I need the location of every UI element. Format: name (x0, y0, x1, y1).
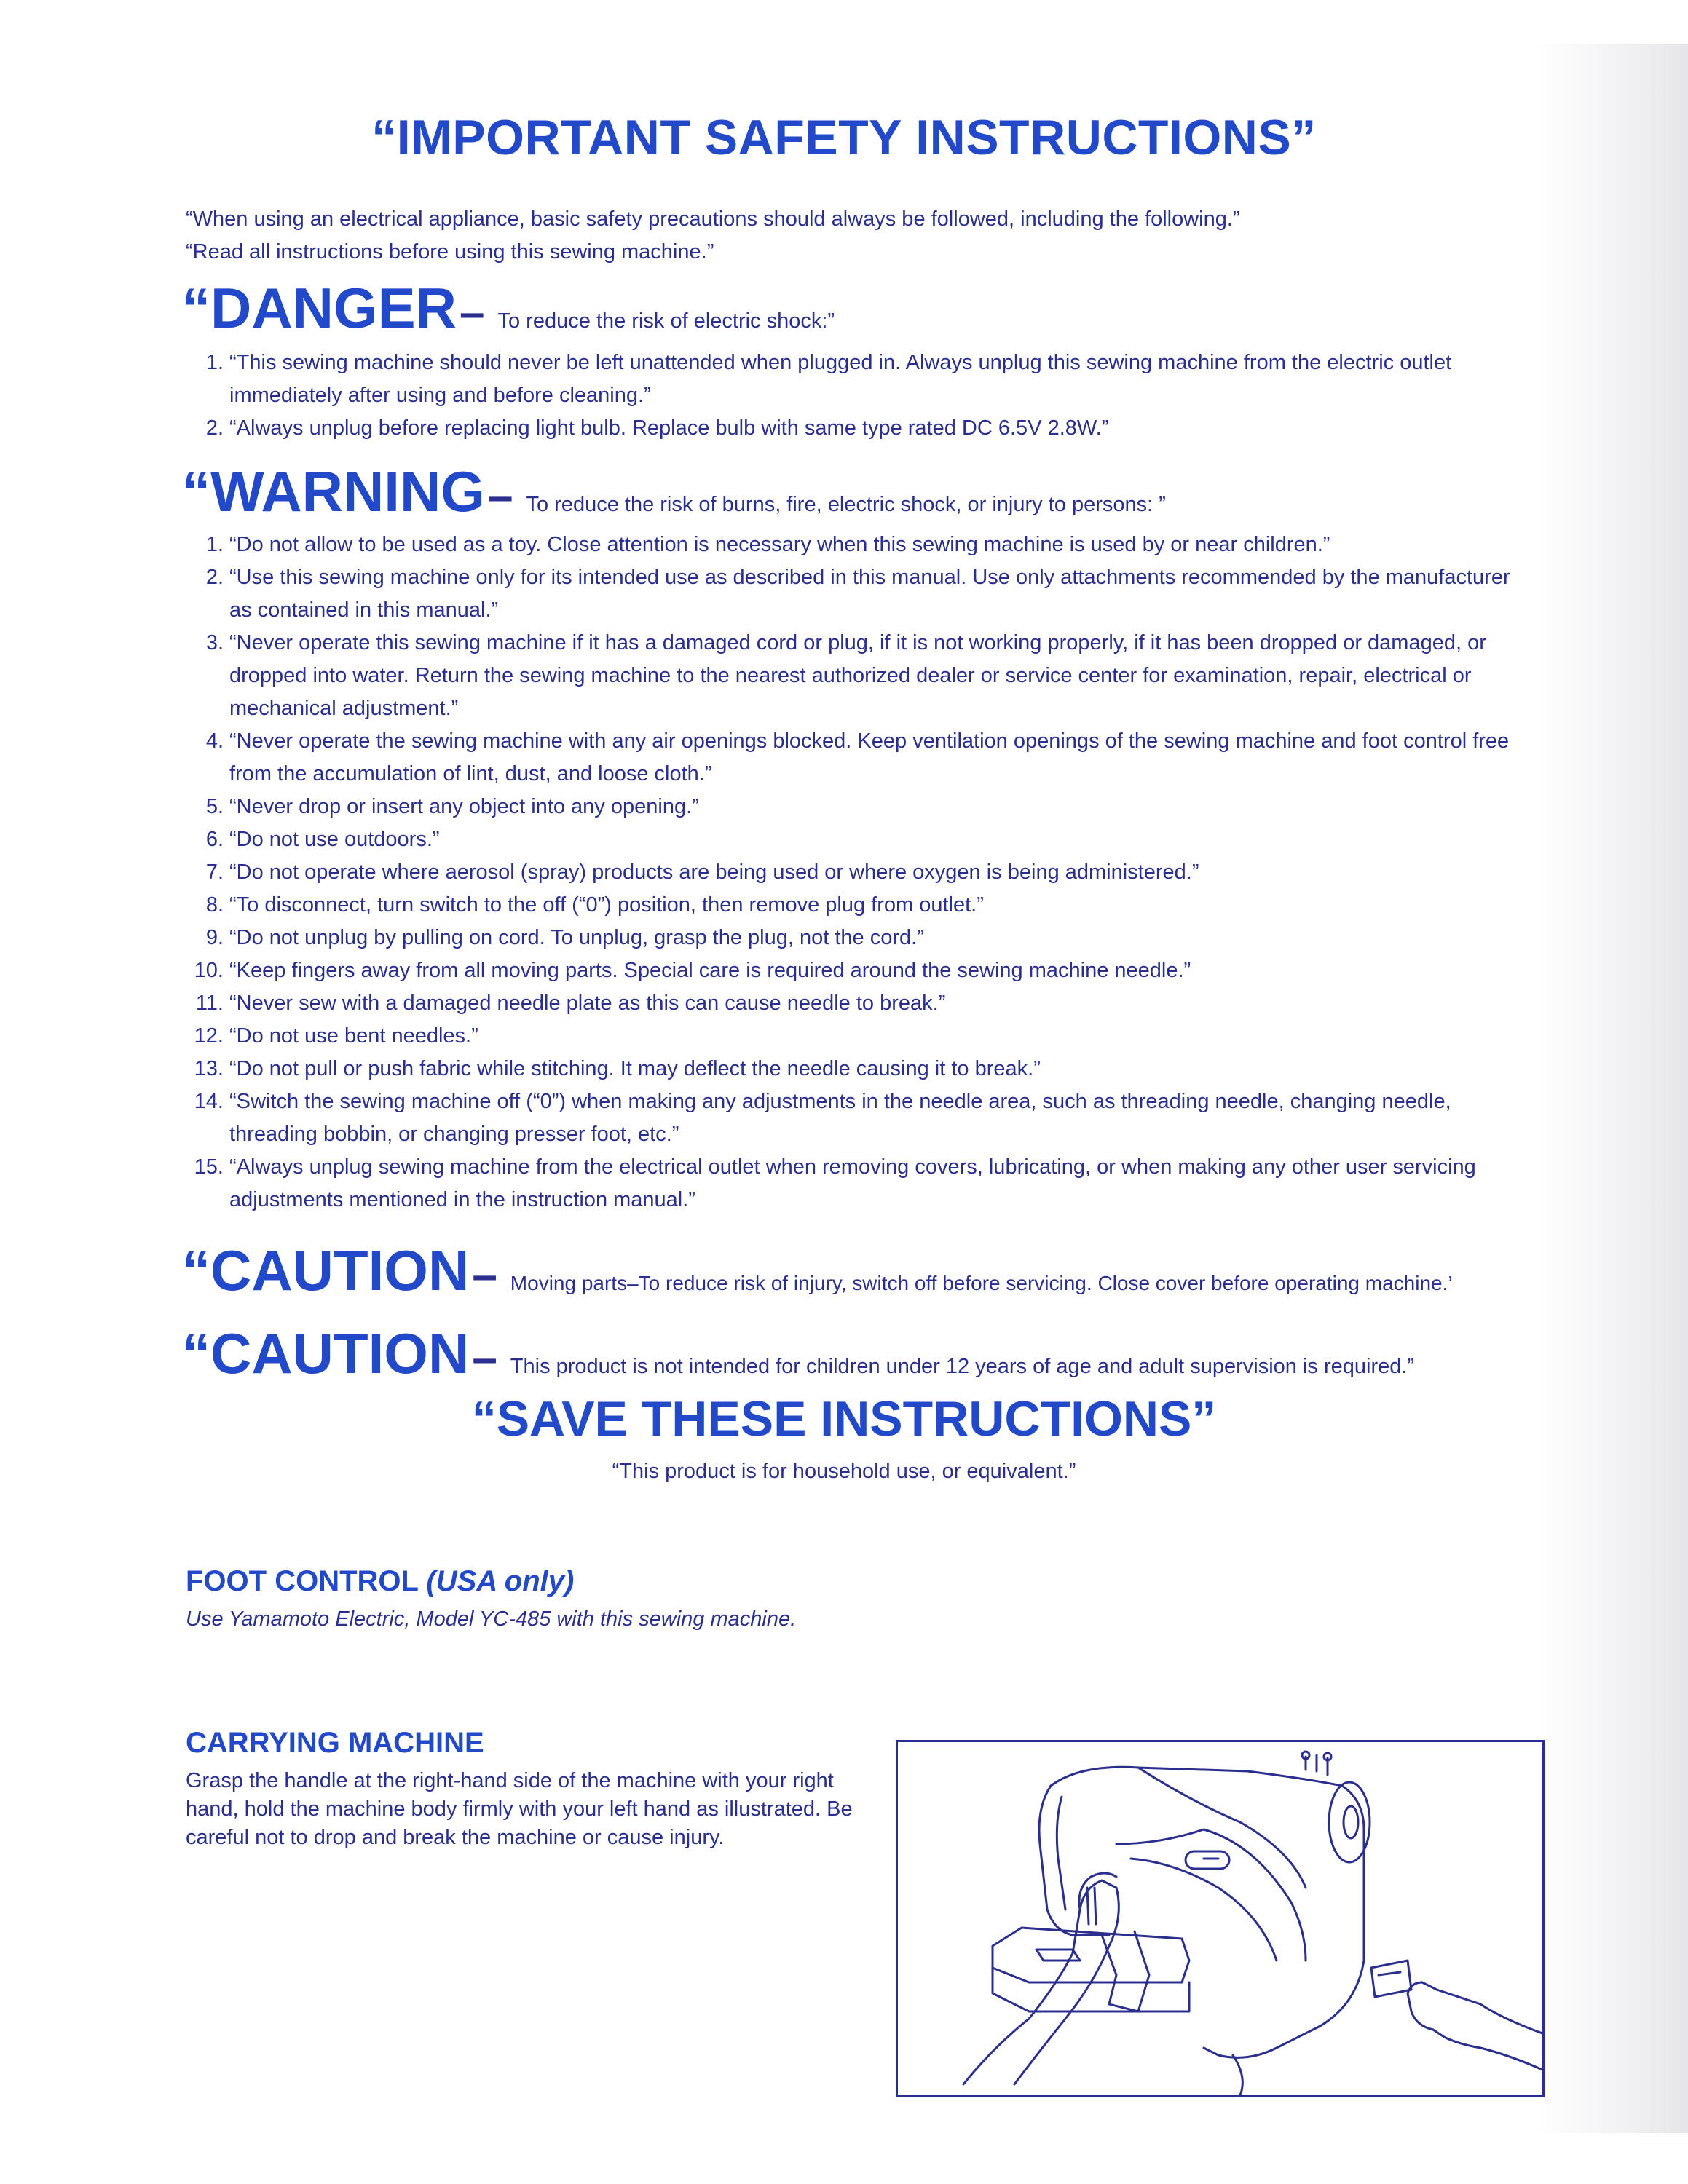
sewing-machine-illustration (898, 1742, 1542, 2095)
caution-description: This product is not intended for children under 12 years of age and adult supervision is required.” (510, 1355, 1415, 1378)
caution-description: Moving parts–To reduce risk of injury, switch off before servicing. Close cover before operating machine.’ (510, 1272, 1453, 1294)
caution-label: “CAUTION (182, 1238, 470, 1302)
warning-dash: – (487, 471, 513, 521)
list-item: 1. “Do not allow to be used as a toy. Close attention is necessary when this sewing machine is used by or near children.” (205, 533, 1330, 556)
warning-list (186, 529, 1537, 1216)
list-item: 14. “Switch the sewing machine off (“0”) when making any adjustments in the needle area, such as threading needle, changing needle, threading bobbin, or changing presser foot, etc.” (194, 1090, 1451, 1146)
list-item: 4. “Never operate the sewing machine with any air openings blocked. Keep ventilation openings of the sewing machine and foot control free from the accumulation of lint, dust, and loose cloth.” (205, 729, 1510, 786)
warning-heading (182, 459, 1166, 525)
danger-description: To reduce the risk of electric shock:” (497, 309, 835, 333)
list-item: 7. “Do not operate where aerosol (spray) products are being used or where oxygen is being administered.” (205, 860, 1199, 884)
foot-control-title: FOOT CONTROL (USA only) (186, 1565, 575, 1597)
page-edge-shadow (1537, 44, 1688, 2133)
caution-dash: – (472, 1333, 497, 1383)
list-item: 15. “Always unplug sewing machine from the electrical outlet when removing covers, lubricating, or when making any other user servicing adjustments mentioned in the instruction manual.” (194, 1155, 1476, 1211)
save-instructions-title: “SAVE THESE INSTRUCTIONS” (471, 1391, 1217, 1447)
carrying-machine-text: Grasp the handle at the right-hand side of the machine with your right hand, hold the machine body firmly with your left hand as illustrated. Be careful not to drop and break the machine or cause injury. (186, 1769, 853, 1849)
list-item: 1. “This sewing machine should never be left unattended when plugged in. Always unplug this sewing machine from the electric outlet immediately after using and before cleaning.” (205, 351, 1452, 407)
list-item: 2. “Use this sewing machine only for its intended use as described in this manual. Use only attachments recommended by the manufacturer as contained in this manual.” (205, 566, 1510, 622)
list-item: 8. “To disconnect, turn switch to the off (“0”) position, then remove plug from outlet.” (205, 893, 984, 917)
warning-label: “WARNING (182, 459, 485, 523)
caution-heading-2 (182, 1321, 1414, 1387)
list-item: 5. “Never drop or insert any object into any opening.” (205, 795, 699, 818)
carrying-machine-title: CARRYING MACHINE (186, 1727, 484, 1759)
danger-list (186, 347, 1518, 445)
intro-line-1: “When using an electrical appliance, basic safety precautions should always be followed, including the following.” (186, 207, 1240, 231)
foot-control-text: Use Yamamoto Electric, Model YC-485 with this sewing machine. (186, 1607, 797, 1631)
caution-heading-1 (182, 1238, 1453, 1304)
list-item: 2. “Always unplug before replacing light bulb. Replace bulb with same type rated DC 6.5V 2.8W.” (205, 416, 1109, 440)
list-item: 12. “Do not use bent needles.” (194, 1024, 478, 1048)
list-item: 13. “Do not pull or push fabric while stitching. It may deflect the needle causing it to break.” (194, 1057, 1041, 1080)
carrying-illustration (896, 1740, 1545, 2097)
list-item: 10. “Keep fingers away from all moving parts. Special care is required around the sewing machine needle.” (194, 959, 1191, 982)
warning-description: To reduce the risk of burns, fire, electric shock, or injury to persons: ” (526, 493, 1166, 516)
list-item: 11. “Never sew with a damaged needle plate as this can cause needle to break.” (195, 992, 946, 1015)
page-title: “IMPORTANT SAFETY INSTRUCTIONS” (371, 110, 1317, 165)
list-item: 9. “Do not unplug by pulling on cord. To unplug, grasp the plug, not the cord.” (205, 926, 924, 949)
caution-dash: – (472, 1250, 497, 1300)
save-instructions-note: “This product is for household use, or equivalent.” (612, 1460, 1076, 1483)
danger-dash: – (460, 288, 485, 338)
danger-heading (182, 275, 835, 341)
list-item: 6. “Do not use outdoors.” (205, 828, 440, 851)
list-item: 3. “Never operate this sewing machine if it has a damaged cord or plug, if it is not working properly, if it has been dropped or damaged, or dropped into water. Return the sewing machine to the nearest authorized dealer or service center for examination, repair, electrical or mechanical adjustment.” (205, 631, 1486, 720)
danger-label: “DANGER (182, 276, 457, 340)
intro-line-2: “Read all instructions before using this sewing machine.” (186, 240, 714, 264)
caution-label: “CAUTION (182, 1321, 470, 1385)
